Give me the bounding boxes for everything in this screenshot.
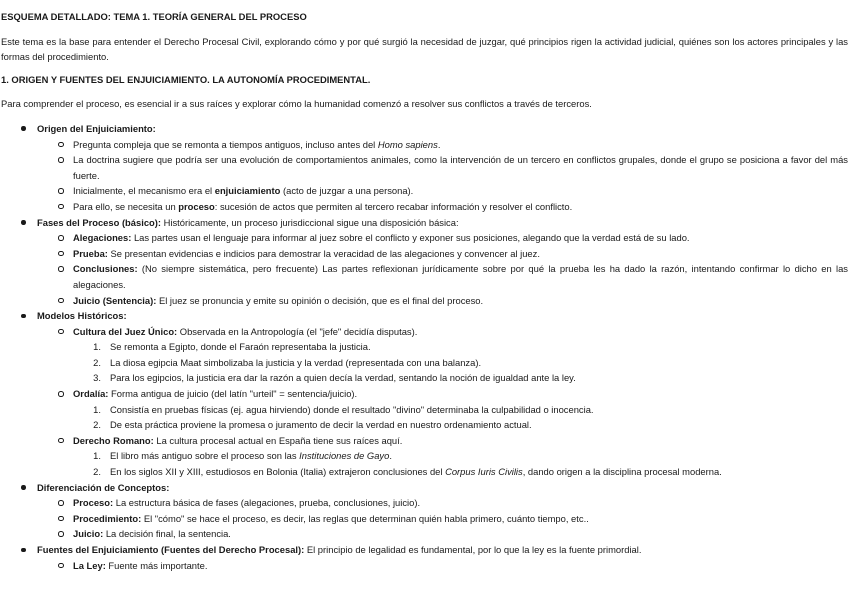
numbered-list	[73, 339, 848, 386]
text: Forma antigua de juicio (del latín "urteil" = sentencia/juicio).	[108, 388, 358, 400]
text: Pregunta compleja que se remonta a tiempos antiguos, incluso antes del	[73, 138, 378, 150]
emphasis: Homo sapiens	[377, 138, 438, 150]
text: Las partes usan el lenguaje para informar al juez sobre el conflicto y exponer sus posiciones, alegando que la verdad está de su lado.	[131, 232, 690, 244]
text: La cultura procesal actual en España tiene sus raíces aquí.	[153, 434, 403, 446]
list-item	[37, 246, 848, 262]
list-item	[37, 324, 848, 386]
list-item	[37, 137, 848, 153]
fases-item	[1, 215, 848, 309]
list-item	[37, 230, 848, 246]
numbered-item: Para los egipcios, la justicia era dar la razón a quien decía la verdad, sentando la noción de igualdad ante la ley.	[110, 372, 576, 384]
label: Derecho Romano:	[73, 434, 154, 446]
text: Para ello, se necesita un	[73, 200, 179, 212]
fuentes-label: Fuentes del Enjuiciamiento (Fuentes del Derecho Procesal):	[37, 544, 305, 555]
text: El libro más antiguo sobre el proceso son las	[110, 450, 300, 462]
text: .	[389, 450, 392, 462]
modelos-label: Modelos Históricos:	[37, 310, 127, 322]
numbered-list	[73, 402, 848, 433]
modelos-sublist	[37, 324, 848, 480]
document-title: ESQUEMA DETALLADO: TEMA 1. TEORÍA GENERAL DEL PROCESO	[1, 11, 307, 22]
text: La decisión final, la sentencia.	[103, 528, 231, 540]
label: Proceso:	[73, 497, 114, 509]
numbered-item	[73, 464, 848, 480]
list-item	[37, 183, 848, 199]
section-title: 1. ORIGEN Y FUENTES DEL ENJUICIAMIENTO. LA AUTONOMÍA PROCEDIMENTAL.	[1, 73, 371, 85]
emphasis: Corpus Iuris Civilis	[445, 466, 523, 478]
text: El "cómo" se hace el proceso, es decir, las reglas que determinan quién habla primero, cuánto tiempo, etc..	[141, 512, 589, 524]
fuentes-item	[1, 542, 848, 573]
fases-text: Históricamente, un proceso jurisdiccional sigue una disposición básica:	[161, 216, 459, 228]
list-item	[37, 261, 848, 292]
list-item	[37, 558, 848, 574]
text: (No siempre sistemática, pero frecuente) Las partes reflexionan jurídicamente sobre por qué la prueba les ha dado la razón, intentando confirmar lo dicho en las alegaciones.	[73, 263, 848, 290]
text: .	[437, 138, 441, 150]
numbered-item: La diosa egipcia Maat simbolizaba la justicia y la verdad (representada con una balanza).	[110, 356, 482, 368]
label: Prueba:	[73, 247, 108, 259]
fuentes-text: El principio de legalidad es fundamental, por lo que la ley es la fuente primordial.	[304, 544, 642, 555]
text: : sucesión de actos que permiten al tercero recabar información y resolver el conflicto.	[214, 200, 573, 212]
bold-term: enjuiciamiento	[214, 185, 281, 197]
numbered-list	[73, 448, 848, 479]
diferenciacion-label: Diferenciación de Conceptos:	[37, 481, 170, 493]
intro-paragraph: Este tema es la base para entender el Derecho Procesal Civil, explorando cómo y por qué surgió la necesidad de juzgar, qué principios rigen la actividad judicial, quiénes son los actores principales y las formas del procedimiento.	[1, 35, 848, 63]
numbered-item: Consistía en pruebas físicas (ej. agua hirviendo) donde el resultado "divino" determinaba la culpabilidad o inocencia.	[110, 403, 594, 415]
label: Juicio (Sentencia):	[73, 294, 157, 306]
origen-sublist	[37, 137, 848, 215]
bold-term: proceso	[178, 200, 215, 212]
text: Se presentan evidencias e indicios para demostrar la veracidad de las alegaciones y convencer al juez.	[107, 247, 540, 259]
text: El juez se pronuncia y emite su opinión o decisión, que es el final del proceso.	[156, 294, 484, 306]
fases-sublist	[37, 230, 848, 308]
outline-list	[1, 121, 848, 573]
list-item	[37, 526, 848, 542]
list-item	[37, 199, 848, 215]
origen-label: Origen del Enjuiciamiento:	[37, 122, 156, 134]
list-item	[37, 293, 848, 309]
text: En los siglos XII y XIII, estudiosos en Bolonia (Italia) extrajeron conclusiones del	[110, 466, 446, 478]
label: Alegaciones:	[73, 232, 132, 244]
text: La estructura básica de fases (alegaciones, prueba, conclusiones, juicio).	[113, 497, 421, 509]
fases-label: Fases del Proceso (básico):	[37, 216, 162, 228]
modelos-item	[1, 308, 848, 480]
diferenciacion-sublist	[37, 495, 848, 542]
numbered-item	[73, 448, 848, 464]
label: Cultura del Juez Único:	[73, 325, 178, 337]
text: , dando origen a la disciplina procesal moderna.	[522, 466, 722, 478]
origen-item	[1, 121, 848, 215]
label: Procedimiento:	[73, 512, 142, 524]
text: (acto de juzgar a una persona).	[280, 185, 414, 197]
numbered-item: De esta práctica proviene la promesa o juramento de decir la verdad en nuestro ordenamiento actual.	[110, 419, 532, 431]
text: Observada en la Antropología (el "jefe" decidía disputas).	[177, 325, 418, 337]
list-item	[37, 386, 848, 433]
list-item: La doctrina sugiere que podría ser una evolución de comportamientos animales, como la intervención de un tercero en conflictos grupales, donde el grupo se posiciona a favor del más fuerte.	[37, 152, 848, 183]
text: Inicialmente, el mecanismo era el	[73, 185, 215, 197]
fuentes-sublist	[37, 558, 848, 574]
list-item	[37, 433, 848, 480]
label: Ordalía:	[73, 388, 109, 400]
numbered-item: Se remonta a Egipto, donde el Faraón representaba la justicia.	[110, 341, 371, 353]
label: La Ley:	[73, 559, 106, 571]
emphasis: Instituciones de Gayo	[299, 450, 390, 462]
diferenciacion-item	[1, 480, 848, 542]
label: Conclusiones:	[73, 263, 138, 275]
list-item	[37, 511, 848, 527]
section-lead: Para comprender el proceso, es esencial ir a sus raíces y explorar cómo la humanidad comenzó a resolver sus conflictos a través de terceros.	[1, 98, 592, 110]
label: Juicio:	[73, 528, 104, 540]
text: Fuente más importante.	[105, 559, 208, 571]
list-item	[37, 495, 848, 511]
